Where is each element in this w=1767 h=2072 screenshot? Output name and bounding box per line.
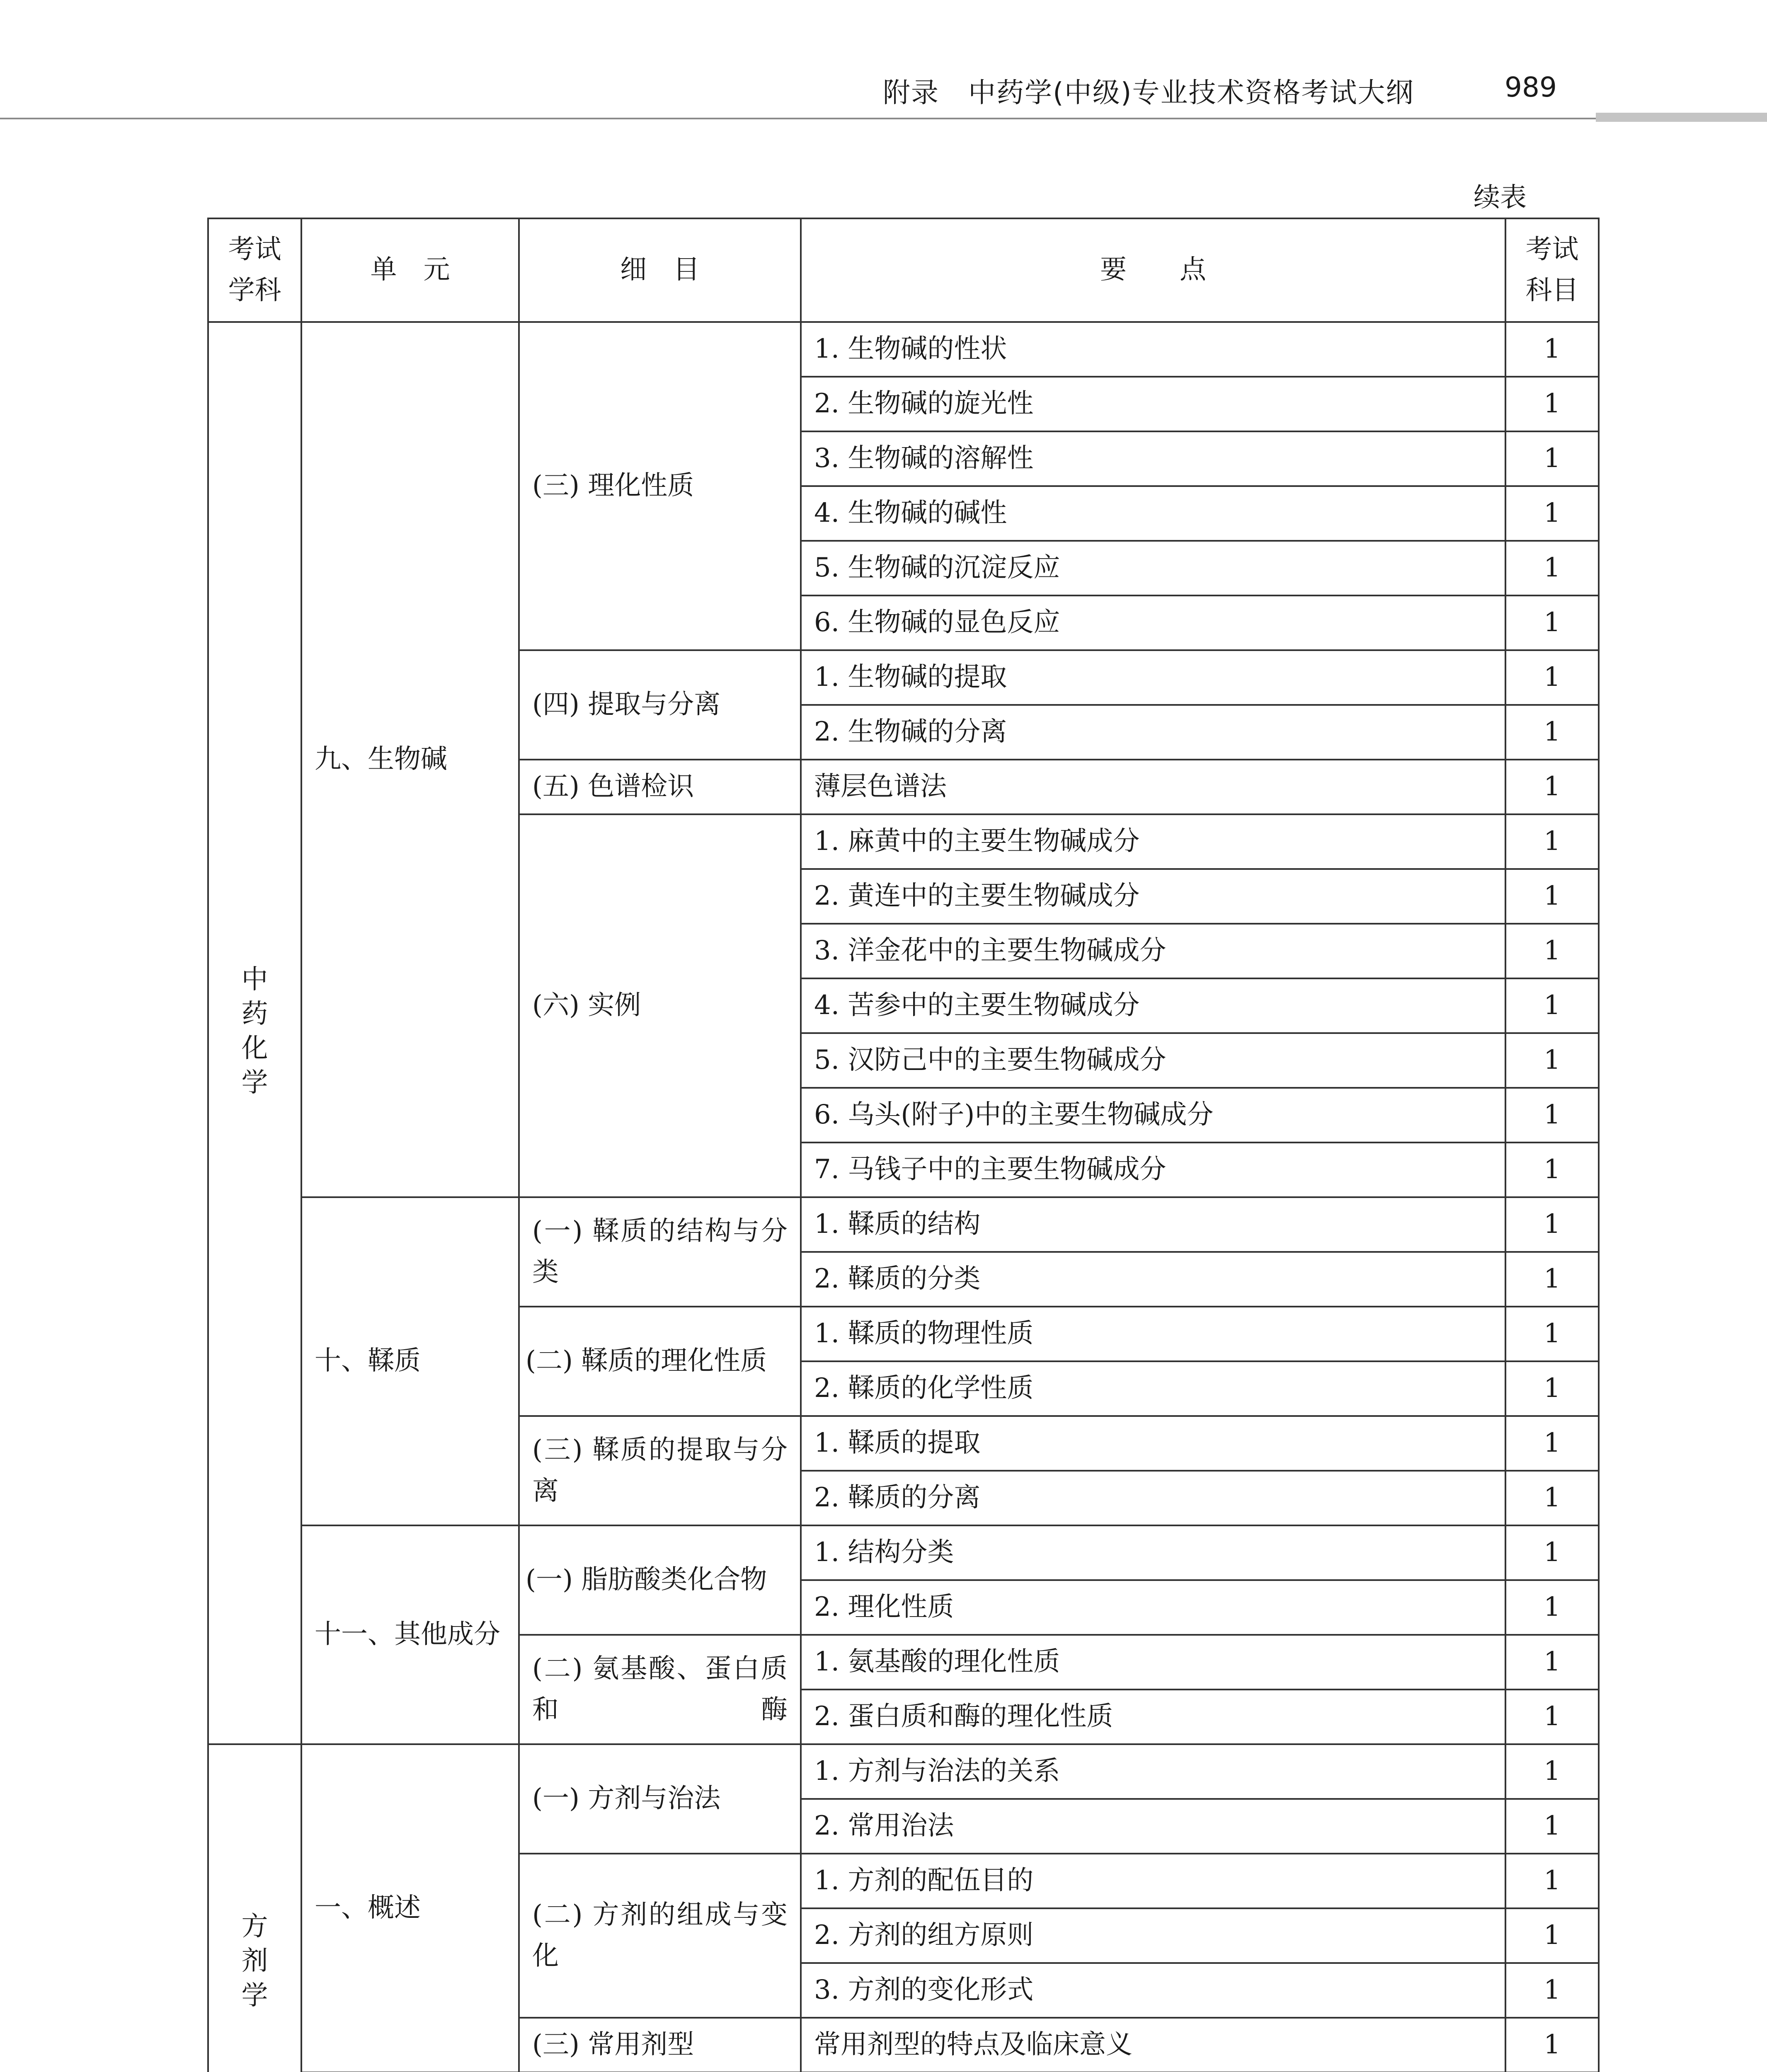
exam-cell: 1 bbox=[1505, 1088, 1599, 1143]
page-header bbox=[0, 0, 1767, 124]
exam-cell: 1 bbox=[1505, 541, 1599, 595]
point-cell: 4. 苦参中的主要生物碱成分 bbox=[801, 978, 1505, 1033]
unit-cell: 十、鞣质 bbox=[301, 1197, 519, 1525]
item-cell: (六) 实例 bbox=[519, 814, 801, 1197]
point-cell: 1. 鞣质的提取 bbox=[801, 1416, 1505, 1471]
exam-cell: 1 bbox=[1505, 1033, 1599, 1088]
syllabus-table bbox=[207, 218, 1600, 2072]
exam-cell: 1 bbox=[1505, 1580, 1599, 1635]
point-cell: 1. 氨基酸的理化性质 bbox=[801, 1635, 1505, 1690]
exam-cell: 1 bbox=[1505, 1799, 1599, 1854]
subject-cell: 方剂学 bbox=[208, 1744, 301, 2072]
header-rule bbox=[0, 118, 1596, 119]
point-cell: 1. 结构分类 bbox=[801, 1525, 1505, 1580]
exam-cell: 1 bbox=[1505, 924, 1599, 978]
exam-cell: 1 bbox=[1505, 1854, 1599, 1908]
table-row bbox=[208, 1744, 1599, 1799]
point-cell: 6. 乌头(附子)中的主要生物碱成分 bbox=[801, 1088, 1505, 1143]
exam-cell: 1 bbox=[1505, 1690, 1599, 1744]
point-cell: 2. 方剂的组方原则 bbox=[801, 1908, 1505, 1963]
exam-cell: 1 bbox=[1505, 1143, 1599, 1197]
exam-cell: 1 bbox=[1505, 322, 1599, 377]
item-cell: (二) 鞣质的理化性质 bbox=[519, 1307, 801, 1416]
header-rule-accent bbox=[1596, 113, 1767, 122]
col-header-unit: 单 元 bbox=[301, 218, 519, 322]
unit-cell: 一、概述 bbox=[301, 1744, 519, 2072]
table-row bbox=[208, 1197, 1599, 1252]
table-header-row bbox=[208, 218, 1599, 322]
point-cell: 2. 蛋白质和酶的理化性质 bbox=[801, 1690, 1505, 1744]
exam-cell: 1 bbox=[1505, 1471, 1599, 1525]
unit-cell: 十一、其他成分 bbox=[301, 1525, 519, 1744]
point-cell: 1. 鞣质的结构 bbox=[801, 1197, 1505, 1252]
exam-cell: 1 bbox=[1505, 978, 1599, 1033]
exam-cell: 1 bbox=[1505, 650, 1599, 705]
exam-cell: 1 bbox=[1505, 1416, 1599, 1471]
col-header-exam: 考试科目 bbox=[1505, 218, 1599, 322]
col-header-item: 细 目 bbox=[519, 218, 801, 322]
exam-cell: 1 bbox=[1505, 431, 1599, 486]
item-cell: (一) 方剂与治法 bbox=[519, 1744, 801, 1854]
point-cell: 2. 生物碱的旋光性 bbox=[801, 377, 1505, 431]
item-cell: (三) 常用剂型 bbox=[519, 2018, 801, 2072]
exam-cell: 1 bbox=[1505, 1252, 1599, 1307]
point-cell: 2. 常用治法 bbox=[801, 1799, 1505, 1854]
point-cell: 2. 黄连中的主要生物碱成分 bbox=[801, 869, 1505, 924]
item-cell: (一) 脂肪酸类化合物 bbox=[519, 1525, 801, 1635]
point-cell: 1. 麻黄中的主要生物碱成分 bbox=[801, 814, 1505, 869]
item-cell: (二) 氨基酸、蛋白质和酶 bbox=[519, 1635, 801, 1744]
exam-cell: 1 bbox=[1505, 814, 1599, 869]
item-cell: (二) 方剂的组成与变化 bbox=[519, 1854, 801, 2018]
point-cell: 2. 鞣质的分类 bbox=[801, 1252, 1505, 1307]
item-cell: (一) 鞣质的结构与分类 bbox=[519, 1197, 801, 1307]
running-head bbox=[883, 70, 1414, 110]
page-number: 989 bbox=[1505, 71, 1557, 103]
point-cell: 5. 汉防己中的主要生物碱成分 bbox=[801, 1033, 1505, 1088]
section-label: 附录 bbox=[883, 77, 939, 109]
exam-cell: 1 bbox=[1505, 869, 1599, 924]
exam-cell: 1 bbox=[1505, 760, 1599, 814]
point-cell: 3. 方剂的变化形式 bbox=[801, 1963, 1505, 2018]
exam-cell: 1 bbox=[1505, 1908, 1599, 1963]
item-cell: (四) 提取与分离 bbox=[519, 650, 801, 760]
exam-cell: 1 bbox=[1505, 2018, 1599, 2072]
point-cell: 薄层色谱法 bbox=[801, 760, 1505, 814]
point-cell: 2. 理化性质 bbox=[801, 1580, 1505, 1635]
point-cell: 1. 方剂的配伍目的 bbox=[801, 1854, 1505, 1908]
point-cell: 1. 生物碱的性状 bbox=[801, 322, 1505, 377]
point-cell: 2. 生物碱的分离 bbox=[801, 705, 1505, 760]
point-cell: 1. 生物碱的提取 bbox=[801, 650, 1505, 705]
point-cell: 5. 生物碱的沉淀反应 bbox=[801, 541, 1505, 595]
unit-cell: 九、生物碱 bbox=[301, 322, 519, 1197]
exam-cell: 1 bbox=[1505, 1963, 1599, 2018]
book-title: 中药学(中级)专业技术资格考试大纲 bbox=[968, 77, 1414, 109]
exam-cell: 1 bbox=[1505, 1635, 1599, 1690]
exam-cell: 1 bbox=[1505, 595, 1599, 650]
exam-cell: 1 bbox=[1505, 377, 1599, 431]
exam-cell: 1 bbox=[1505, 705, 1599, 760]
point-cell: 7. 马钱子中的主要生物碱成分 bbox=[801, 1143, 1505, 1197]
table-row bbox=[208, 322, 1599, 377]
item-cell: (五) 色谱检识 bbox=[519, 760, 801, 814]
exam-cell: 1 bbox=[1505, 1361, 1599, 1416]
point-cell: 常用剂型的特点及临床意义 bbox=[801, 2018, 1505, 2072]
exam-cell: 1 bbox=[1505, 486, 1599, 541]
exam-cell: 1 bbox=[1505, 1525, 1599, 1580]
exam-cell: 1 bbox=[1505, 1197, 1599, 1252]
item-cell: (三) 理化性质 bbox=[519, 322, 801, 650]
col-header-subject: 考试学科 bbox=[208, 218, 301, 322]
exam-cell: 1 bbox=[1505, 1744, 1599, 1799]
point-cell: 3. 生物碱的溶解性 bbox=[801, 431, 1505, 486]
continued-label: 续表 bbox=[1474, 182, 1527, 213]
point-cell: 3. 洋金花中的主要生物碱成分 bbox=[801, 924, 1505, 978]
table-row bbox=[208, 1525, 1599, 1580]
point-cell: 6. 生物碱的显色反应 bbox=[801, 595, 1505, 650]
subject-cell: 中药化学 bbox=[208, 322, 301, 1744]
exam-cell: 1 bbox=[1505, 1307, 1599, 1361]
point-cell: 2. 鞣质的分离 bbox=[801, 1471, 1505, 1525]
point-cell: 2. 鞣质的化学性质 bbox=[801, 1361, 1505, 1416]
point-cell: 4. 生物碱的碱性 bbox=[801, 486, 1505, 541]
point-cell: 1. 鞣质的物理性质 bbox=[801, 1307, 1505, 1361]
col-header-point: 要 点 bbox=[801, 218, 1505, 322]
item-cell: (三) 鞣质的提取与分离 bbox=[519, 1416, 801, 1525]
point-cell: 1. 方剂与治法的关系 bbox=[801, 1744, 1505, 1799]
